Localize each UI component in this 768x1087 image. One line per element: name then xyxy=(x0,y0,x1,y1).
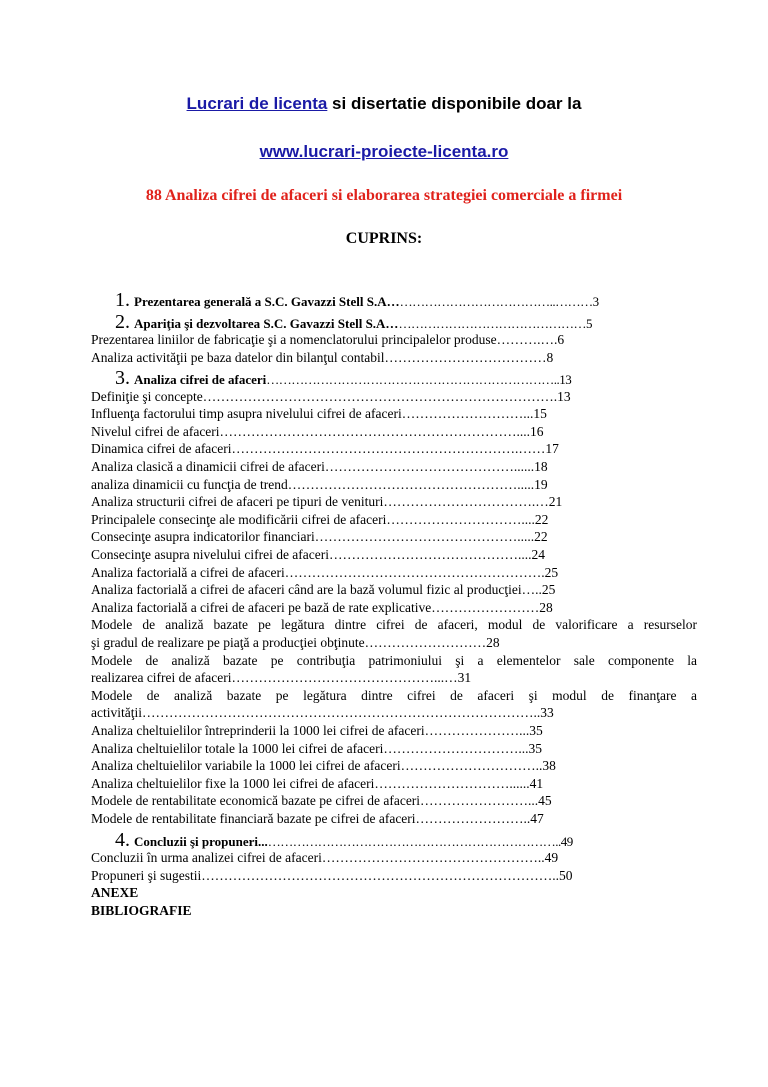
toc-entry: realizarea cifrei de afaceri………………………………………...…31 xyxy=(91,670,472,686)
toc-entry: Analiza activităţii pe baza datelor din bilanţul contabil………………………………8 xyxy=(91,349,554,365)
toc-entry: Analiza cheltuielilor variabile la 1000 lei cifrei de afaceri…………………………..38 xyxy=(91,758,556,774)
toc-leader: ……………………………………………………………..49 xyxy=(267,833,573,849)
toc-entry: Modele de analiză bazate pe legătura dintre cifrei de afaceri şi modul de finanţare a xyxy=(91,687,697,703)
toc-entry: Nivelul cifrei de afaceri…………………………………………………………....16 xyxy=(91,423,544,439)
website-line xyxy=(0,142,768,162)
toc-entry: Modele de analiză bazate pe legătura dintre cifrei de afaceri, modul de valorificare a resurselor xyxy=(91,617,697,633)
toc-entry: Definiţie şi concepte…………………………………………………………………….13 xyxy=(91,388,571,404)
toc-entry: analiza dinamicii cu funcţia de trend…………………………………………….....19 xyxy=(91,476,548,492)
toc-entry: şi gradul de realizare pe piaţă a producţiei obţinute………………………28 xyxy=(91,635,500,650)
header-line xyxy=(0,94,768,114)
toc-entry: Modele de analiză bazate pe contribuţia patrimoniului şi a elementelor sale componente la xyxy=(91,652,697,668)
toc-section xyxy=(91,366,697,388)
toc-entry: Dinamica cifrei de afaceri……………………………………………………….……17 xyxy=(91,441,559,457)
toc-section-title: Apariţia şi dezvoltarea S.C. Gavazzi Stell S.A… xyxy=(134,315,399,331)
toc-leader: ……………………………………………………………..13 xyxy=(266,372,572,388)
toc-entry: Concluzii în urma analizei cifrei de afaceri…………………………………………..49 xyxy=(91,850,559,866)
toc-entry: Consecinţe asupra nivelului cifrei de afaceri……………………………………....24 xyxy=(91,547,546,563)
toc-entry: Analiza factorială a cifrei de afaceri………………………………………………….25 xyxy=(91,564,559,580)
toc-section-number: 2. xyxy=(115,310,130,331)
toc-entry: Analiza cheltuielilor totale la 1000 lei cifrei de afaceri…………………………...35 xyxy=(91,740,542,756)
toc-leader: ………………………………………5 xyxy=(398,315,592,331)
toc-section xyxy=(91,288,697,310)
toc-entry: Principalele consecinţe ale modificării cifrei de afaceri…………………………....22 xyxy=(91,511,549,527)
toc-leader: ………………………………..………3 xyxy=(399,294,599,309)
contents-heading: CUPRINS: xyxy=(345,230,423,247)
toc-entry: Modele de rentabilitate financiară bazate pe cifrei de afaceri……………………..47 xyxy=(91,810,544,826)
licenta-link[interactable]: Lucrari de licenta xyxy=(186,94,328,113)
toc-section-number: 1. xyxy=(115,289,130,310)
toc-section-number: 4. xyxy=(115,828,130,850)
document-title: 88 Analiza cifrei de afaceri si elaborarea strategiei comerciale a firmei xyxy=(145,187,623,204)
toc-entry: Analiza factorială a cifrei de afaceri când are la bază volumul fizic al producţiei…..25 xyxy=(91,582,556,598)
toc-entry: Analiza cheltuielilor întreprinderii la 1000 lei cifrei de afaceri…………………...35 xyxy=(91,722,543,738)
toc-appendix-item: BIBLIOGRAFIE xyxy=(91,902,192,918)
toc-appendix-item: ANEXE xyxy=(91,885,139,901)
toc-section-title: Concluzii şi propuneri... xyxy=(134,833,268,849)
toc-entry: Prezentarea liniilor de fabricaţie şi a nomenclatorului principalelor produse……….….6 xyxy=(91,332,565,347)
header-text: si disertatie disponibile doar la xyxy=(327,94,582,113)
toc-entry: activităţii……………………………………………………………………………..33 xyxy=(91,705,554,721)
toc-entry: Analiza cheltuielilor fixe la 1000 lei cifrei de afaceri…………………………......41 xyxy=(91,775,544,791)
toc-entry: Analiza structurii cifrei de afaceri pe tipuri de venituri…………………………….…21 xyxy=(91,494,563,510)
table-of-contents xyxy=(91,288,697,919)
toc-entry: Propuneri şi sugestii……………………………………………………………………..50 xyxy=(91,867,573,883)
toc-section xyxy=(91,310,697,332)
toc-entry: Analiza clasică a dinamicii cifrei de afaceri……………………………………......18 xyxy=(91,459,548,475)
toc-entry: Influenţa factorului timp asupra nivelului cifrei de afaceri………………………...15 xyxy=(91,406,547,422)
toc-entry: Consecinţe asupra indicatorilor financiari……………………………………….....22 xyxy=(91,529,548,545)
toc-section xyxy=(91,828,697,850)
toc-section-title: Prezentarea generală a S.C. Gavazzi Stell S.A… xyxy=(134,294,400,309)
toc-section-title: Analiza cifrei de afaceri xyxy=(134,372,267,388)
toc-section-number: 3. xyxy=(115,367,130,388)
toc-entry: Analiza factorială a cifrei de afaceri pe bază de rate explicative……………………28 xyxy=(91,599,553,615)
toc-entry: Modele de rentabilitate economică bazate pe cifrei de afaceri……………………...45 xyxy=(91,793,552,809)
website-link[interactable]: www.lucrari-proiecte-licenta.ro xyxy=(259,142,509,161)
